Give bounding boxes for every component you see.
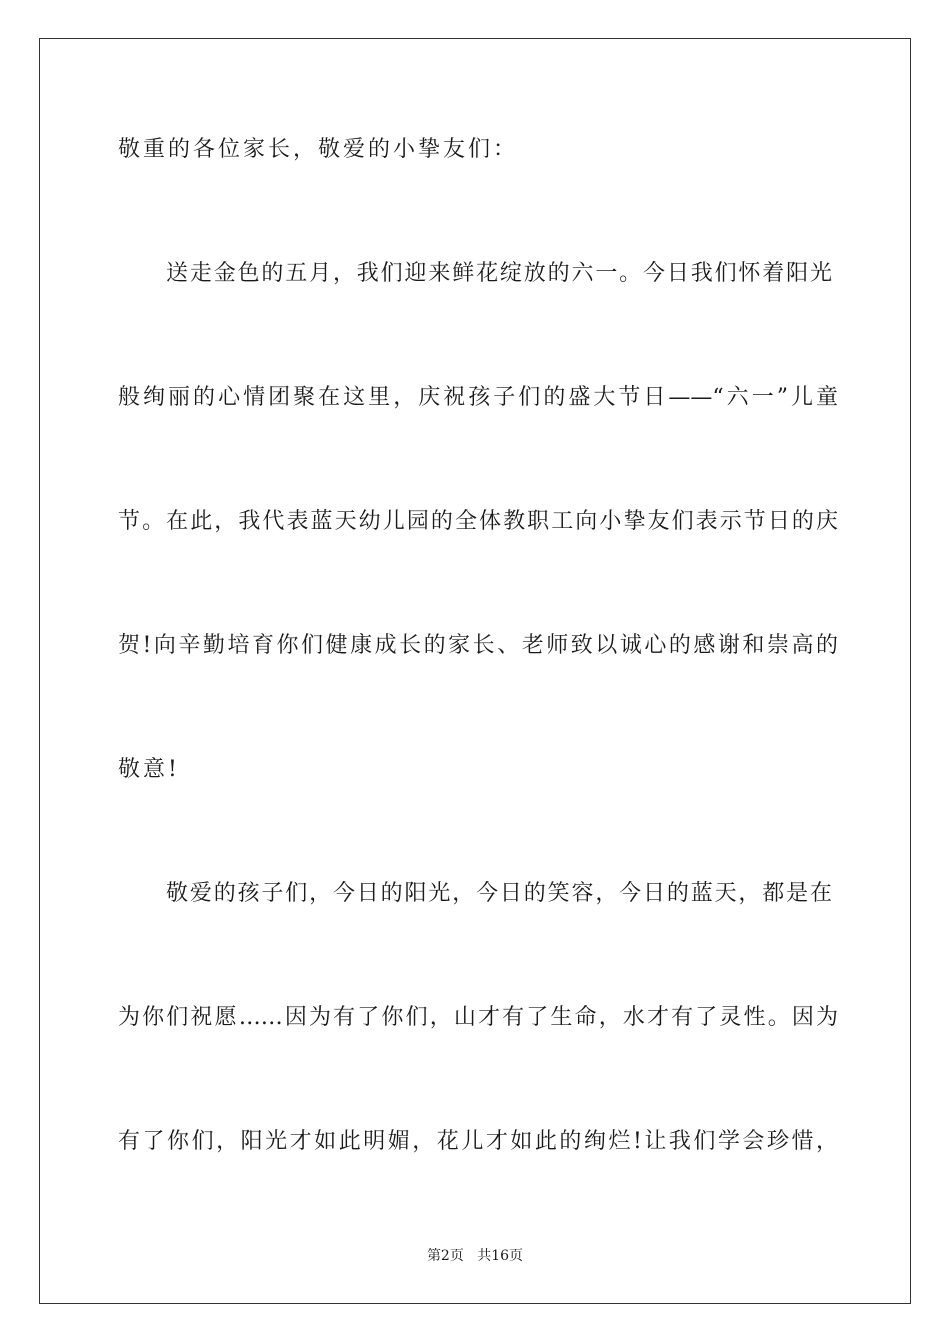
paragraph-1-line-4: 贺!向辛勤培育你们健康成长的家长、老师致以诚心的感谢和崇高的 <box>118 633 838 658</box>
paragraph-2-line-2: 为你们祝愿……因为有了你们，山才有了生命，水才有了灵性。因为 <box>118 1005 838 1030</box>
page-number: 第2页 <box>426 1248 464 1264</box>
paragraph-2-line-3: 有了你们，阳光才如此明媚，花儿才如此的绚烂!让我们学会珍惜， <box>118 1129 838 1154</box>
paragraph-1-line-1: 送走金色的五月，我们迎来鲜花绽放的六一。今日我们怀着阳光 <box>166 261 832 286</box>
page-border <box>39 38 911 1304</box>
paragraph-2-line-1: 敬爱的孩子们，今日的阳光，今日的笑容，今日的蓝天，都是在 <box>166 881 832 906</box>
paragraph-1-line-3: 节。在此，我代表蓝天幼儿园的全体教职工向小挚友们表示节日的庆 <box>118 509 838 534</box>
paragraph-1-line-2: 般绚丽的心情团聚在这里，庆祝孩子们的盛大节日——“六一”儿童 <box>118 385 838 410</box>
salutation-line: 敬重的各位家长，敬爱的小挚友们： <box>118 137 519 162</box>
page-total: 共16页 <box>477 1248 524 1264</box>
paragraph-1-line-5: 敬意! <box>118 757 180 782</box>
page-footer <box>0 1247 950 1265</box>
